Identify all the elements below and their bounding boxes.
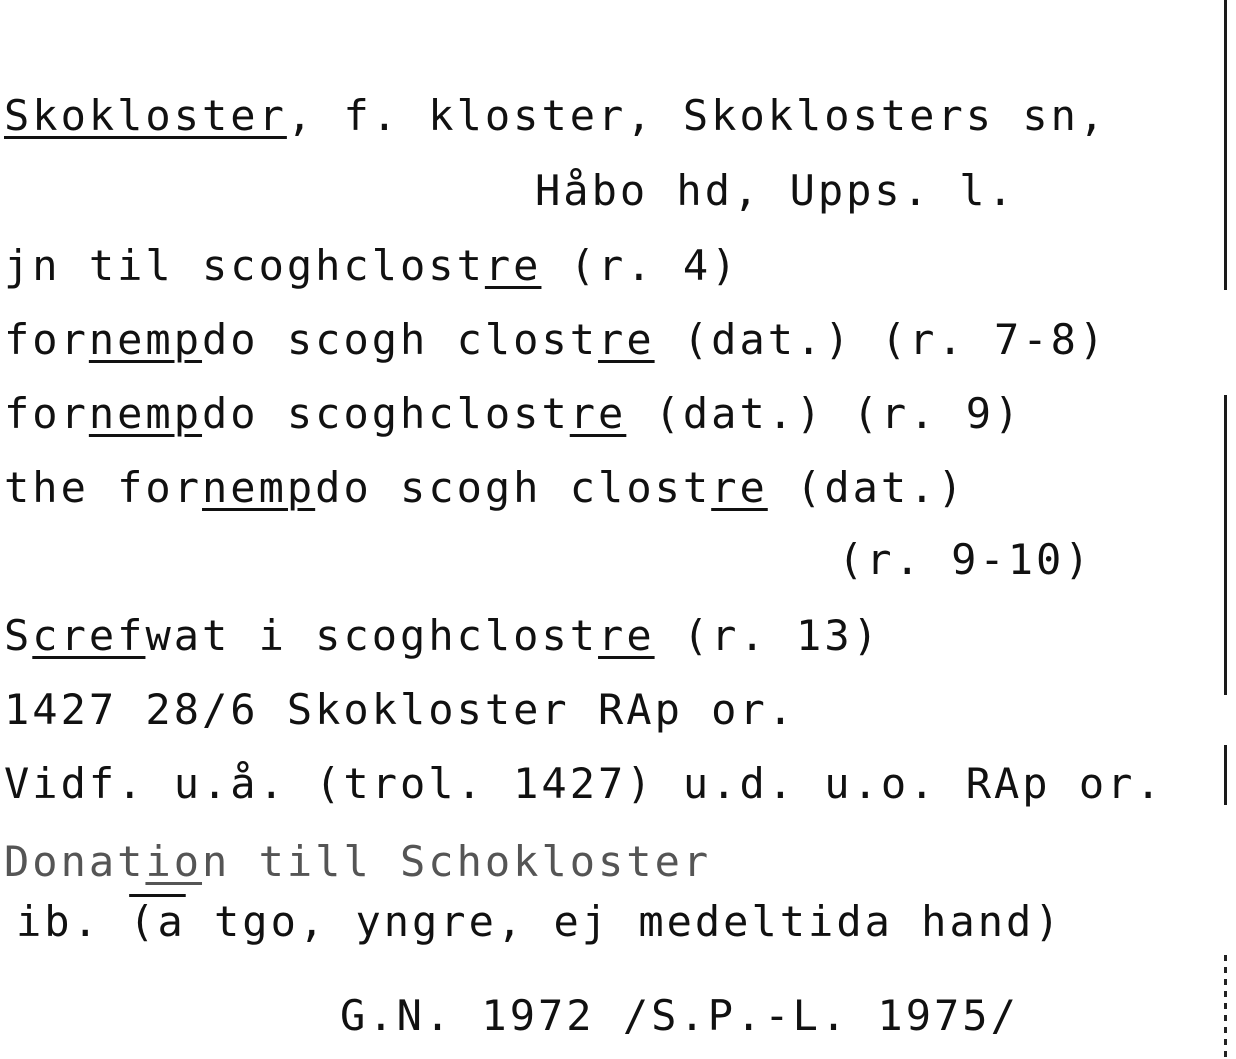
card-edge [1224,955,1227,1059]
citation-line-4: the fornempdo scogh clostre (dat.) [4,463,966,512]
citation-line-4-ref: (r. 9-10) [838,535,1093,584]
entry-headword: Skokloster [4,91,287,140]
signature-line: G.N. 1972 /S.P.-L. 1975/ [340,991,1019,1040]
card-edge [1224,745,1227,805]
citation-line-1: jn til scoghclostre (r. 4) [4,241,740,290]
citation-line-5: Screfwat i scoghclostre (r. 13) [4,611,881,660]
citation-line-2: fornempdo scogh clostre (dat.) (r. 7-8) [4,315,1108,364]
note-line-2: ib. (a tgo, yngre, ej medeltida hand) [16,897,1063,946]
entry-district: Håbo hd, Upps. l. [535,166,1016,215]
source-line-2: Vidf. u.å. (trol. 1427) u.d. u.o. RAp or. [4,759,1164,808]
card-edge [1224,395,1227,695]
citation-line-3: fornempdo scoghclostre (dat.) (r. 9) [4,389,1023,438]
source-line-1: 1427 28/6 Skokloster RAp or. [4,685,797,734]
card-edge [1224,0,1227,290]
entry-description: , f. kloster, Skoklosters sn, [286,91,1108,140]
entry-heading-line [4,90,1107,142]
note-line-1: Donation till Schokloster [4,837,712,886]
